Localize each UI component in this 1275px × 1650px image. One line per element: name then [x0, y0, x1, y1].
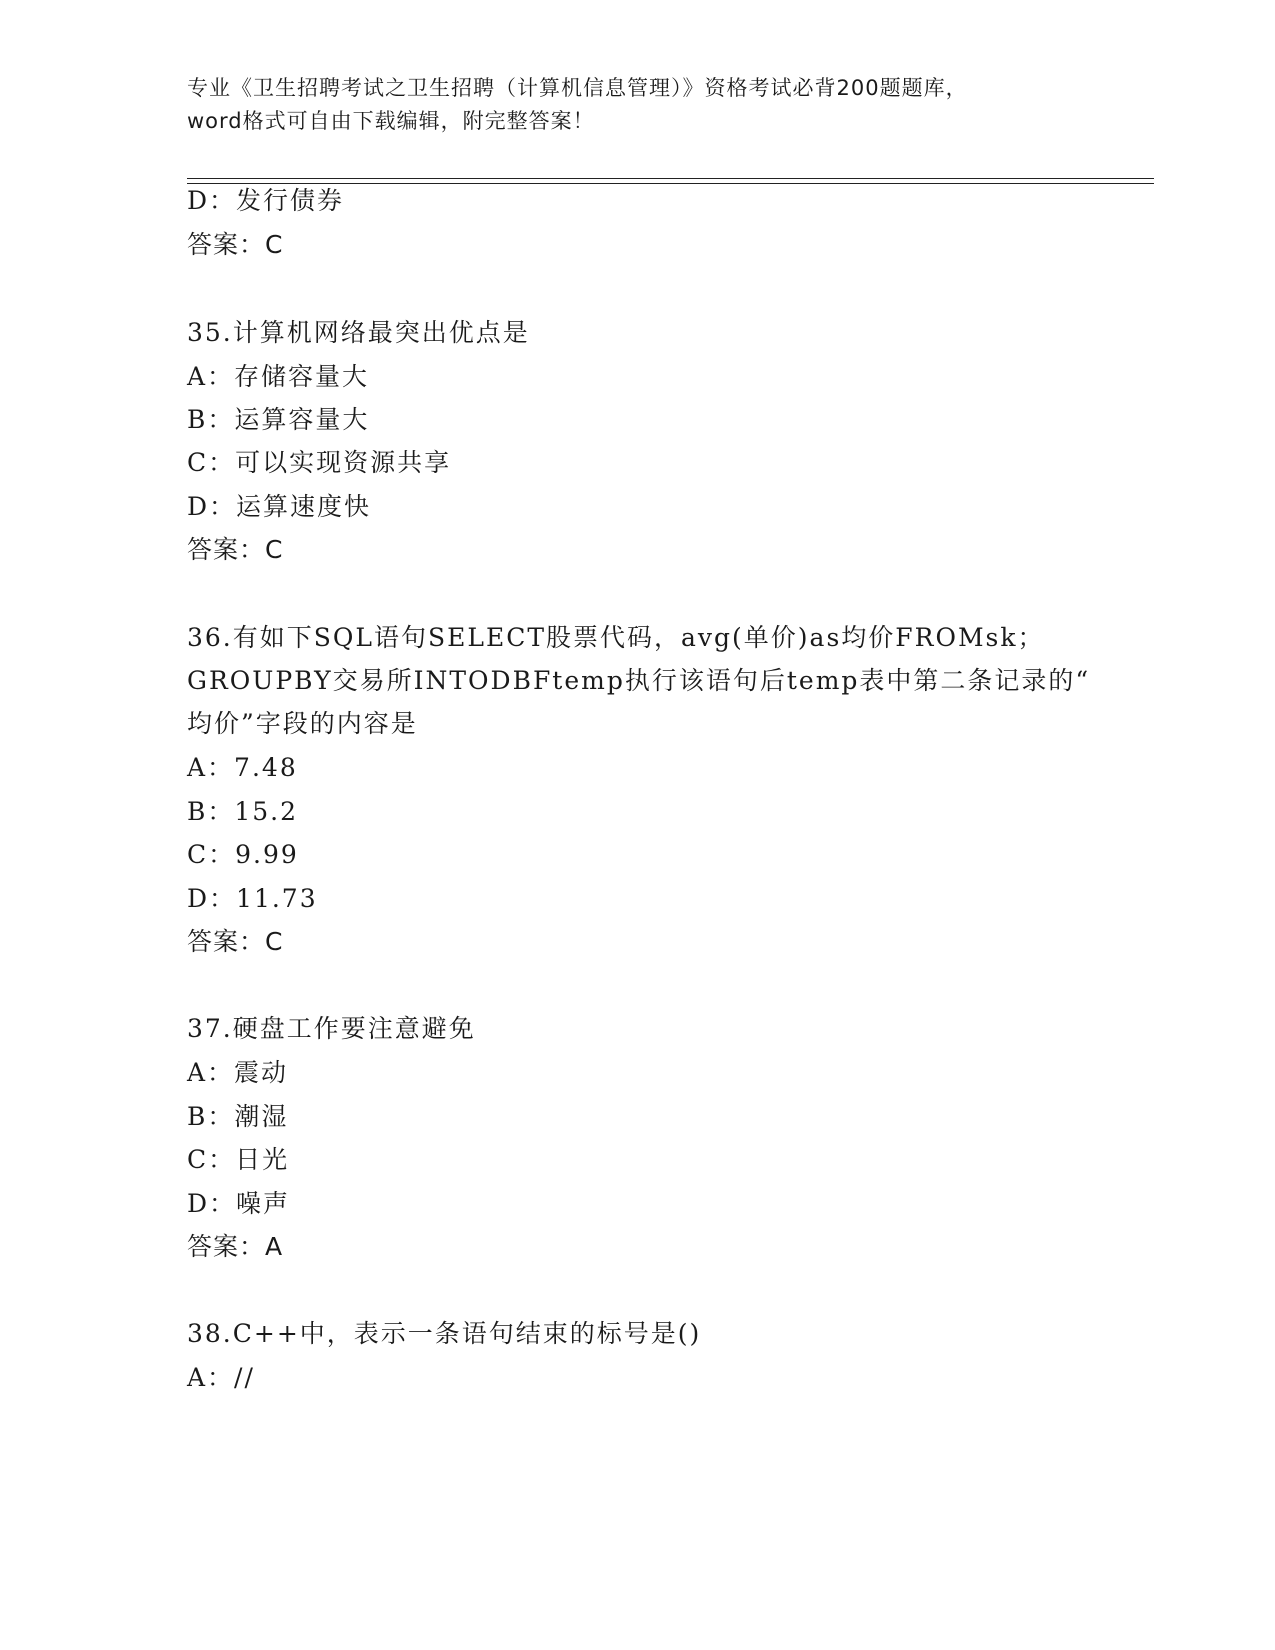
answer-line: 答案：C — [187, 230, 284, 259]
option-line: D：11.73 — [187, 884, 318, 913]
answer-line: 答案：C — [187, 535, 284, 564]
option-line: D：噪声 — [187, 1189, 291, 1218]
question-stem: 35.计算机网络最突出优点是 — [187, 318, 530, 347]
question-stem: GROUPBY交易所INTODBFtemp执行该语句后temp表中第二条记录的“ — [187, 666, 1091, 695]
option-line: A：7.48 — [187, 753, 298, 782]
question-stem: 均价”字段的内容是 — [187, 709, 418, 738]
answer-line: 答案：A — [187, 1232, 284, 1261]
option-line: B：运算容量大 — [187, 405, 370, 434]
header-divider-top — [187, 178, 1154, 179]
option-line: A：震动 — [187, 1058, 289, 1087]
answer-line: 答案：C — [187, 927, 284, 956]
option-line: A：存储容量大 — [187, 362, 370, 391]
option-line: C：9.99 — [187, 840, 299, 869]
question-stem: 37.硬盘工作要注意避免 — [187, 1014, 476, 1043]
option-line: D：运算速度快 — [187, 492, 372, 521]
document-header — [187, 72, 1087, 138]
option-line: B：15.2 — [187, 797, 299, 826]
question-stem: 36.有如下SQL语句SELECT股票代码，avg(单价)as均价FROMsk； — [187, 623, 1045, 652]
option-line: C：日光 — [187, 1145, 290, 1174]
header-line-1: 专业《卫生招聘考试之卫生招聘（计算机信息管理）》资格考试必背200题题库， — [187, 76, 968, 100]
option-line: A：// — [187, 1363, 255, 1392]
header-line-2: word格式可自由下载编辑，附完整答案！ — [187, 109, 595, 133]
question-stem: 38.C++中，表示一条语句结束的标号是() — [187, 1319, 702, 1348]
option-line: B：潮湿 — [187, 1102, 289, 1131]
option-line: C：可以实现资源共享 — [187, 448, 452, 477]
header-divider-bottom — [187, 183, 1154, 184]
option-line: D：发行债券 — [187, 186, 345, 215]
